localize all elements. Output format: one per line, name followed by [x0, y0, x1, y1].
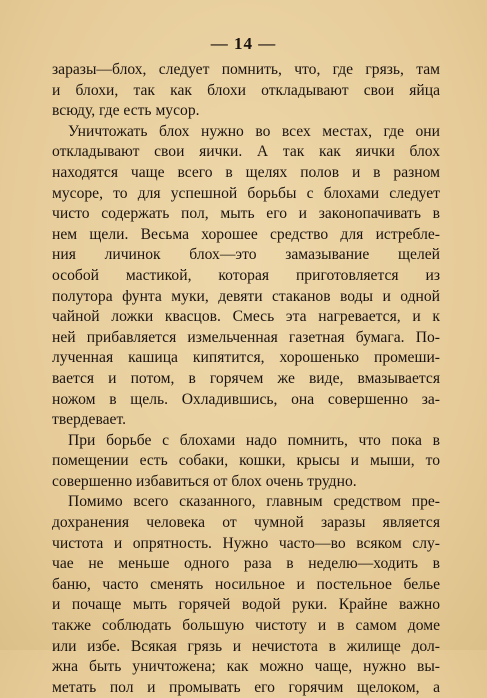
text-line: чае не меньше одного раза в неделю—ходить в [52, 555, 440, 573]
text-line: вается и потом, в горячем же виде, вмазывается [52, 369, 440, 387]
text-line: баню, часто сменять носильное и постельное белье [52, 575, 440, 593]
text-line: заразы—блох, следует помнить, что, где грязь, там [52, 61, 440, 78]
text-line: помещении есть собаки, кошки, крысы и мыши, то [52, 452, 440, 470]
paragraph [52, 431, 440, 493]
text-line: или избе. Всякая грязь и нечистота в жилище дол- [52, 637, 440, 655]
text-line: лученная кашица кипятится, хорошенько промеши- [52, 349, 440, 367]
text-line: метать пол и промывать его горячим щелоком, а [52, 678, 440, 696]
paragraph [52, 60, 440, 122]
text-line: Уничтожать блох нужно во всех местах, где они [68, 122, 440, 140]
paragraph [52, 122, 440, 431]
text-line: Помимо всего сказанного, главным средством пре- [68, 493, 440, 511]
text-line: ния личинок блох—это замазывание щелей [52, 246, 440, 264]
text-line: особой мастикой, которая приготовляется из [52, 266, 440, 284]
text-line: находятся чаще всего в щелях полов и в разном [52, 163, 440, 181]
body-text [52, 60, 440, 698]
text-line: откладывают свои яички. А так как яички блох [52, 143, 440, 161]
page-number: — 14 — [210, 34, 277, 53]
text-line: всюду, где есть мусор. [52, 102, 200, 120]
text-line: чисто содержать пол, мыть его и законопачивать в [52, 205, 440, 223]
paragraph [52, 492, 440, 698]
text-line: ней прибавляется измельченная газетная бумага. По- [52, 328, 440, 346]
text-line: жна быть уничтожена; как можно чаще, нужно вы- [52, 658, 440, 676]
text-line: также соблюдать большую чистоту и в самом доме [52, 617, 440, 635]
text-line: совершенно избавиться от блох очень трудно. [52, 472, 357, 490]
text-line: нем щели. Весьма хорошее средство для истребле- [52, 225, 440, 243]
text-line: и блохи, так как блохи откладывают свои яйца [52, 81, 440, 99]
text-line: дохранения человека от чумной заразы является [52, 514, 440, 532]
text-line: мусоре, то для успешной борьбы с блохами следует [52, 184, 440, 202]
text-line: твердевает. [52, 411, 126, 429]
text-line: полутора фунта муки, девяти стаканов воды и одной [52, 287, 440, 305]
text-line: ножом в щель. Охладившись, она совершенно за- [52, 390, 440, 408]
text-line: и почаще мыть горячей водой руки. Крайне важно [52, 596, 440, 614]
text-line: чайной ложки квасцов. Смесь эта нагревается, и к [52, 308, 440, 326]
text-line: чистота и опрятность. Нужно часто—во всяком слу- [52, 534, 440, 552]
text-line: При борьбе с блохами надо помнить, что пока в [68, 431, 440, 449]
